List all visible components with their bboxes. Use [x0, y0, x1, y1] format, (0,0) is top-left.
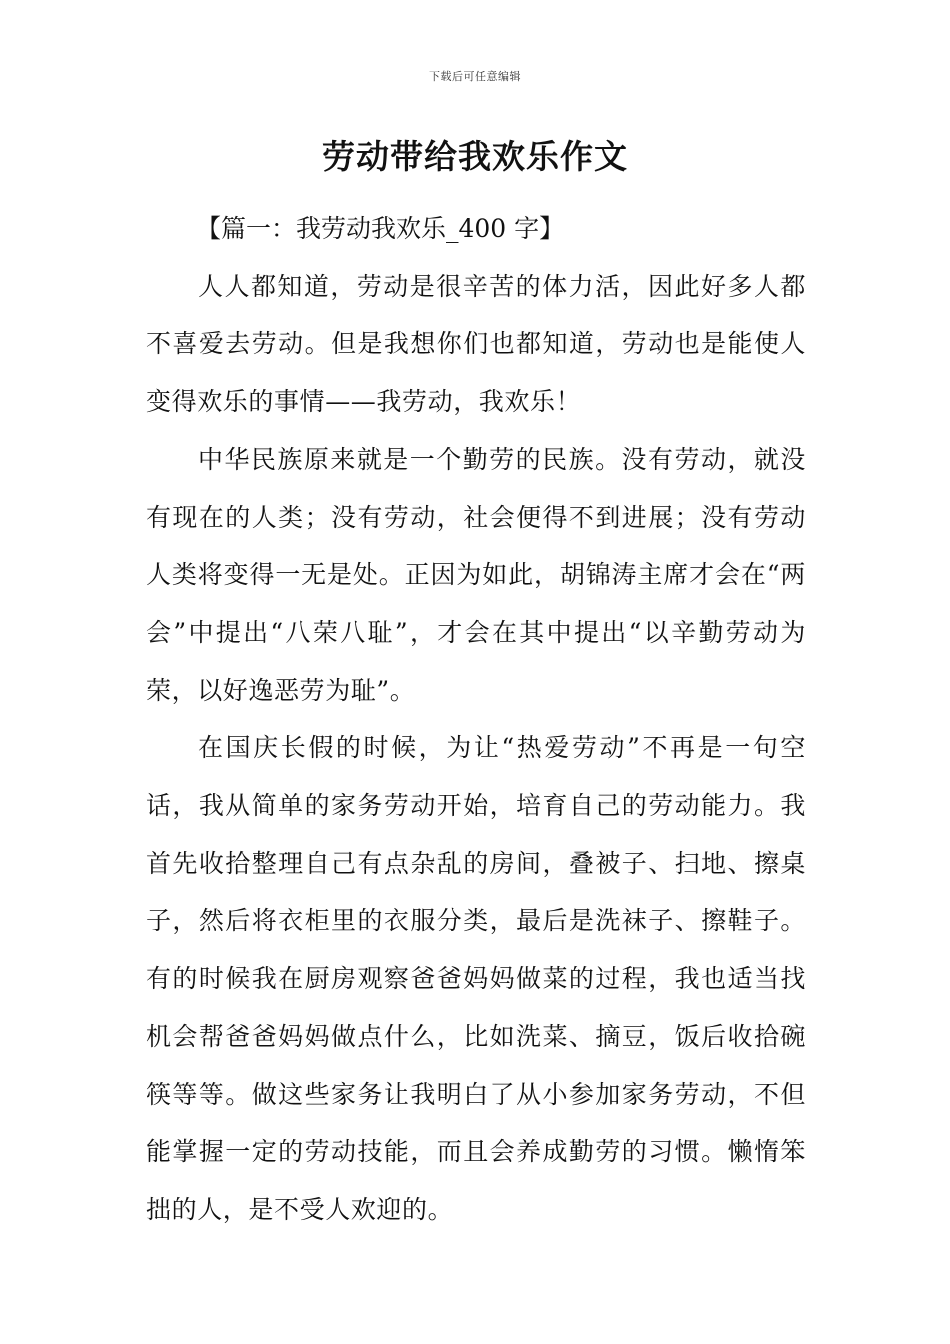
- paragraph-2: 中华民族原来就是一个勤劳的民族。没有劳动，就没有现在的人类；没有劳动，社会便得不到进展；没有劳动人类将变得一无是处。正因为如此，胡锦涛主席才会在“两会”中提出“八荣八耻”，才会在其中提出“以辛勤劳动为荣，以好逸恶劳为耻”。: [146, 444, 806, 705]
- header-note: 下载后可任意编辑: [429, 70, 521, 83]
- paragraph-1: 人人都知道，劳动是很辛苦的体力活，因此好多人都不喜爱去劳动。但是我想你们也都知道，劳动也是能使人变得欢乐的事情——我劳动，我欢乐！: [146, 271, 806, 417]
- section-heading: 【篇一：我劳动我欢乐_400 字】: [196, 214, 565, 243]
- paragraph-3: 在国庆长假的时候，为让“热爱劳动”不再是一句空话，我从简单的家务劳动开始，培育自己的劳动能力。我首先收拾整理自己有点杂乱的房间，叠被子、扫地、擦桌子，然后将衣柜里的衣服分类，最后是洗袜子、擦鞋子。有的时候我在厨房观察爸爸妈妈做菜的过程，我也适当找机会帮爸爸妈妈做点什么，比如洗菜、摘豆，饭后收拾碗筷等等。做这些家务让我明白了从小参加家务劳动，不但能掌握一定的劳动技能，而且会养成勤劳的习惯。懒惰笨拙的人，是不受人欢迎的。: [146, 733, 806, 1224]
- document-body: [146, 200, 806, 1239]
- document-title: 劳动带给我欢乐作文: [322, 137, 628, 176]
